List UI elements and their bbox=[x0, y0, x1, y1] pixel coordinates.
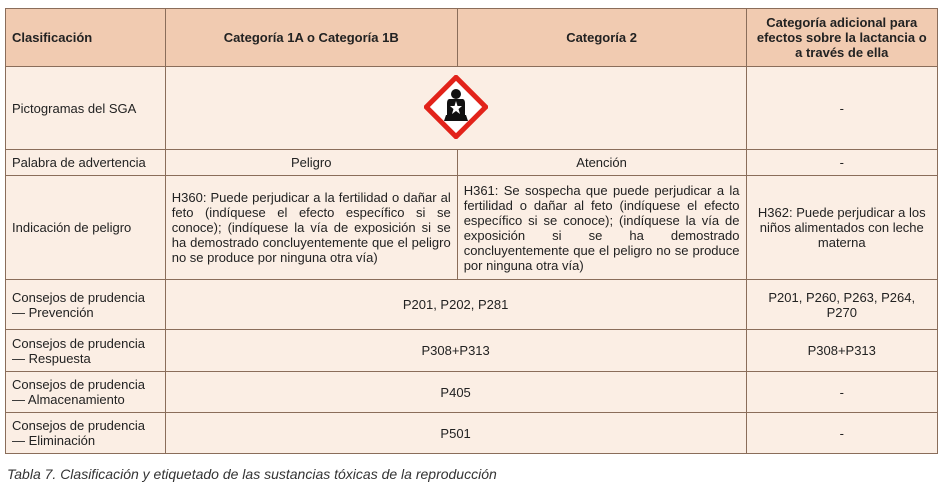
cell-value: - bbox=[746, 413, 938, 454]
row-almacenamiento bbox=[6, 372, 938, 413]
cell-value: H361: Se sospecha que puede perjudicar a la fertilidad o dañar al feto (indíquese el efecto específico si se conoce); (indíquese la vía de exposición si se ha demostrado concluyentemente que el peligro no se produce por ninguna otra vía) bbox=[457, 176, 746, 280]
row-label: Pictogramas del SGA bbox=[6, 67, 166, 150]
cell-value: - bbox=[746, 150, 938, 176]
health-hazard-icon bbox=[424, 75, 488, 142]
row-prevencion bbox=[6, 280, 938, 330]
row-label: Consejos de prudencia — Respuesta bbox=[6, 330, 166, 372]
row-pictogramas bbox=[6, 67, 938, 150]
header-categoria-2: Categoría 2 bbox=[457, 9, 746, 67]
header-categoria-1: Categoría 1A o Categoría 1B bbox=[165, 9, 457, 67]
header-clasificacion: Clasificación bbox=[6, 9, 166, 67]
table-caption: Tabla 7. Clasificación y etiquetado de las sustancias tóxicas de la reproducción bbox=[7, 466, 497, 482]
header-row bbox=[6, 9, 938, 67]
row-indicacion bbox=[6, 176, 938, 280]
cell-value: H360: Puede perjudicar a la fertilidad o dañar al feto (indíquese el efecto específico si se conoce); (indíquese la vía de exposición si se ha demostrado concluyentemente que el peligro no se produce por ninguna otra vía) bbox=[165, 176, 457, 280]
row-label: Palabra de advertencia bbox=[6, 150, 166, 176]
cell-value: - bbox=[746, 67, 938, 150]
cell-value: H362: Puede perjudicar a los niños alimentados con leche materna bbox=[746, 176, 938, 280]
row-eliminacion bbox=[6, 413, 938, 454]
row-respuesta bbox=[6, 330, 938, 372]
cell-value: Peligro bbox=[165, 150, 457, 176]
cell-value: Atención bbox=[457, 150, 746, 176]
row-palabra bbox=[6, 150, 938, 176]
cell-value: P308+P313 bbox=[165, 330, 746, 372]
header-categoria-adicional: Categoría adicional para efectos sobre la lactancia o a través de ella bbox=[746, 9, 938, 67]
cell-value: P201, P260, P263, P264, P270 bbox=[746, 280, 938, 330]
row-label: Consejos de prudencia — Prevención bbox=[6, 280, 166, 330]
cell-value: - bbox=[746, 372, 938, 413]
pictogram-cell bbox=[165, 67, 746, 150]
cell-value: P501 bbox=[165, 413, 746, 454]
row-label: Consejos de prudencia — Almacenamiento bbox=[6, 372, 166, 413]
classification-table bbox=[5, 8, 938, 454]
cell-value: P308+P313 bbox=[746, 330, 938, 372]
row-label: Consejos de prudencia — Eliminación bbox=[6, 413, 166, 454]
row-label: Indicación de peligro bbox=[6, 176, 166, 280]
cell-value: P405 bbox=[165, 372, 746, 413]
cell-value: P201, P202, P281 bbox=[165, 280, 746, 330]
